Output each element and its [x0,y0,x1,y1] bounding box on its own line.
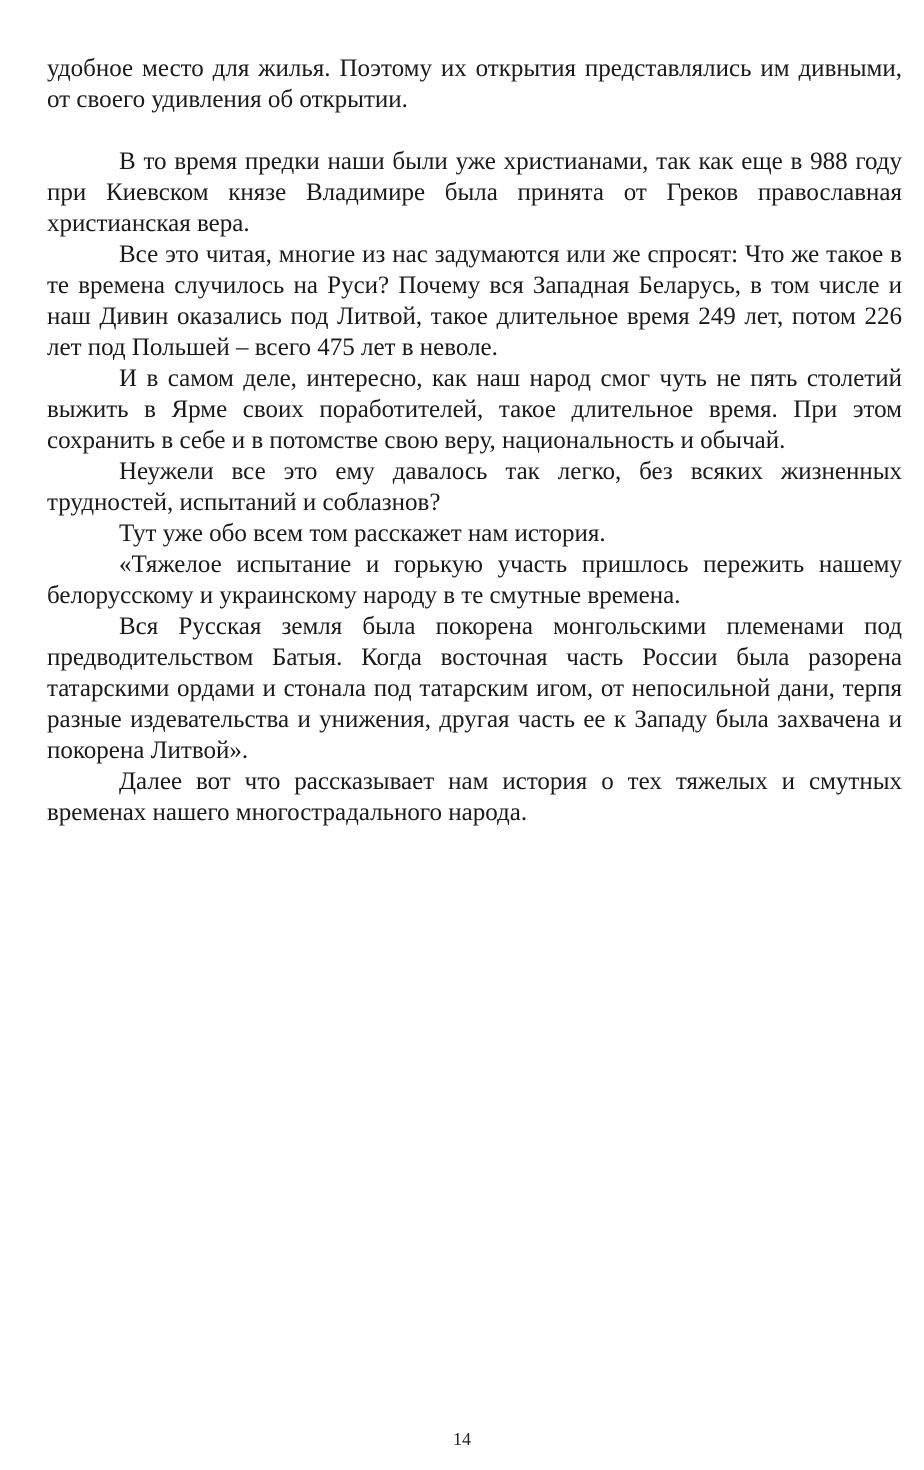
paragraph: Неужели все это ему давалось так легко, без всяких жизненных трудностей, испытаний и соблазнов? [47,458,902,516]
paragraph: И в самом деле, интересно, как наш народ смог чуть не пять столетий выжить в Ярме своих поработителей, такое длительное время. При этом сохранить в себе и в потомстве свою веру, национальность и обычай. [47,365,902,454]
paragraph-gap [47,115,902,146]
paragraph-quote-start: «Тяжелое испытание и горькую участь пришлось пережить нашему белорусскому и украинскому народу в те смутные времена. [47,551,902,609]
paragraph: Далее вот что рассказывает нам история о тех тяжелых и смутных временах нашего многострадального народа. [47,768,902,826]
paragraph: Все это читая, многие из нас задумаются или же спросят: Что же такое в те времена случилось на Руси? Почему вся Западная Беларусь, в том числе и наш Дивин оказались под Литвой, такое длительное время 249 лет, потом 226 лет под Польшей – всего 475 лет в неволе. [47,241,902,361]
paragraph: В то время предки наши были уже христианами, так как еще в 988 году при Киевском князе Владимире была принята от Греков православная христианская вера. [47,148,902,237]
body-text [47,53,902,828]
paragraph-quote-end: Вся Русская земля была покорена монгольскими племенами под предводительством Батыя. Когда восточная часть России была разорена татарскими ордами и стонала под татарским игом, от непосильной дани, терпя разные издевательства и унижения, другая часть ее к Западу была захвачена и покорена Литвой». [47,613,902,764]
paragraph-continuation: удобное место для жилья. Поэтому их открытия представлялись им дивными, от своего удивления об открытии. [47,55,902,113]
paragraph: Тут уже обо всем том расскажет нам история. [119,520,606,547]
page-number: 14 [453,1429,471,1449]
